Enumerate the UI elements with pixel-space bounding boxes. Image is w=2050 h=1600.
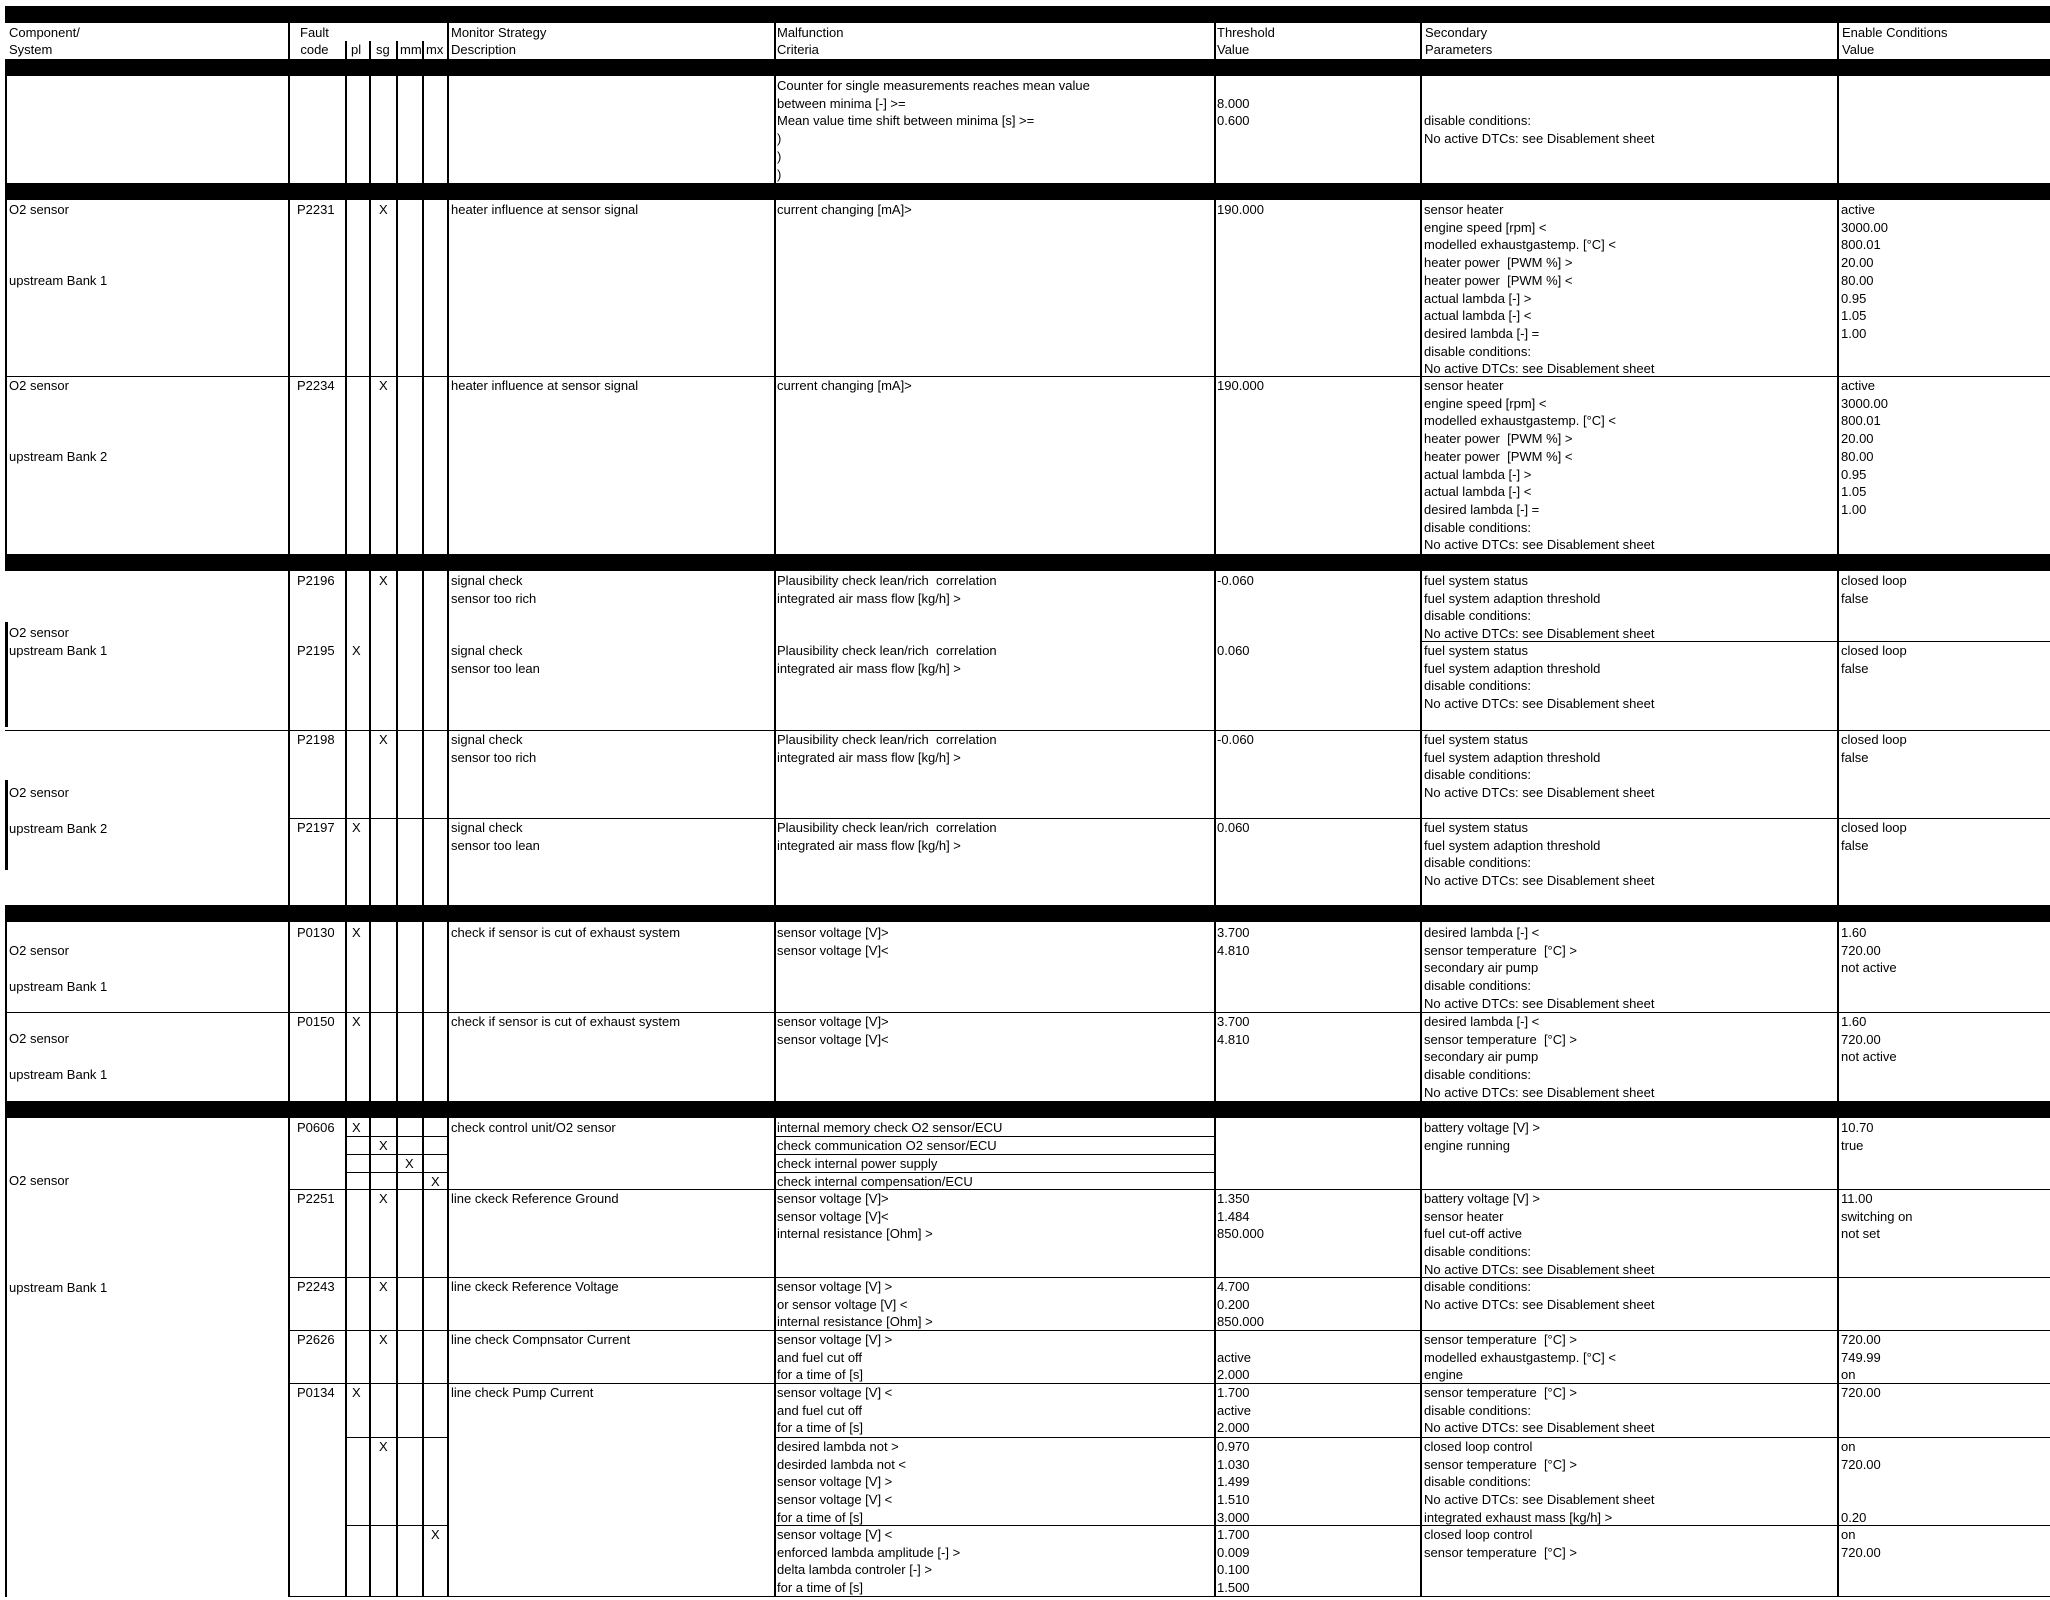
p0134-malfunction-3: sensor voltage [V] < enforced lambda amplitude [-] > delta lambda controler [-] > for a time of [s] (777, 1527, 961, 1596)
s1a-component: O2 sensor (9, 202, 69, 217)
p2197-secondary: fuel system status fuel system adaption threshold disable conditions: No active DTCs: see Disablement sheet (1424, 820, 1655, 889)
s1a-secondary: sensor heater engine speed [rpm] < modelled exhaustgastemp. [°C] < heater power [PWM %] > heater power [PWM %] < actual lambda [-] > actual lambda [-] < desired lambda [-] = disable conditions: No active DTCs: see Disablement sheet (1424, 202, 1655, 377)
p0134-enable-2: on 720.00 0.20 (1841, 1439, 1881, 1525)
p2198-enable: closed loop false (1841, 732, 1907, 765)
section-bar (5, 183, 2050, 200)
p0130-threshold: 3.700 4.810 (1217, 925, 1250, 958)
p0606-enable: 10.70 true (1841, 1120, 1874, 1153)
p2197-threshold: 0.060 (1217, 820, 1250, 835)
p0134-secondary-1: sensor temperature [°C] > disable conditions: No active DTCs: see Disablement sheet (1424, 1385, 1655, 1436)
p0606-mm-mark: X (405, 1156, 414, 1171)
p0150-secondary: desired lambda [-] < sensor temperature [°C] > secondary air pump disable conditions: No active DTCs: see Disablement sheet (1424, 1014, 1655, 1100)
p2196-secondary: fuel system status fuel system adaption threshold disable conditions: No active DTCs: see Disablement sheet (1424, 573, 1655, 642)
p2196-code: P2196 (297, 573, 335, 588)
section-bar (5, 59, 2050, 76)
p0134-malfunction-2: desired lambda not > desirded lambda not < sensor voltage [V] > sensor voltage [V] < for a time of [s] (777, 1439, 907, 1525)
s1a-component-bank: upstream Bank 1 (9, 273, 108, 288)
p0150-threshold: 3.700 4.810 (1217, 1014, 1250, 1047)
s1a-sg-mark: X (379, 202, 388, 217)
s1b-malfunction: current changing [mA]> (777, 378, 912, 393)
p2196-sg-mark: X (379, 573, 388, 588)
p2196-malfunction: Plausibility check lean/rich correlation integrated air mass flow [kg/h] > (777, 573, 997, 606)
p0606-malf-4: check internal compensation/ECU (777, 1174, 973, 1189)
s3a-component-bank: upstream Bank 1 (9, 979, 108, 994)
p2198-threshold: -0.060 (1217, 732, 1254, 747)
p2626-enable: 720.00 749.99 on (1841, 1332, 1881, 1383)
p2251-enable: 11.00 switching on not set (1841, 1191, 1913, 1242)
p0134-threshold-3: 1.700 0.009 0.100 1.500 (1217, 1527, 1250, 1596)
s0-malfunction: Counter for single measurements reaches mean value between minima [-] >= Mean value time shift between minima [s] >= ) ) ) (777, 78, 1090, 182)
p0150-malfunction: sensor voltage [V]> sensor voltage [V]< (777, 1014, 889, 1047)
p2251-threshold: 1.350 1.484 850.000 (1217, 1191, 1264, 1242)
p0134-monitor: line check Pump Current (451, 1385, 594, 1400)
p0134-mx-mark: X (431, 1527, 440, 1542)
p2195-code: P2195 (297, 643, 335, 658)
s2-component-bank1: O2 sensor upstream Bank 1 (9, 625, 108, 658)
s3a-component: O2 sensor (9, 943, 69, 958)
p2197-malfunction: Plausibility check lean/rich correlation integrated air mass flow [kg/h] > (777, 820, 997, 853)
s1a-threshold: 190.000 (1217, 202, 1264, 217)
p2243-malfunction: sensor voltage [V] > or sensor voltage [V] < internal resistance [Ohm] > (777, 1279, 933, 1330)
p2196-threshold: -0.060 (1217, 573, 1254, 588)
header-malfunction-criteria: Malfunction Criteria (777, 25, 844, 57)
s3b-component-bank: upstream Bank 1 (9, 1067, 108, 1082)
p2195-enable: closed loop false (1841, 643, 1907, 676)
p0150-pl-mark: X (352, 1014, 361, 1029)
p0134-threshold-1: 1.700 active 2.000 (1217, 1385, 1251, 1436)
s1b-component: O2 sensor (9, 378, 69, 393)
p0606-code: P0606 (297, 1120, 335, 1135)
s1a-enable: active 3000.00 800.01 20.00 80.00 0.95 1.05 1.00 (1841, 202, 1888, 341)
p2197-enable: closed loop false (1841, 820, 1907, 853)
p2243-monitor: line ckeck Reference Voltage (451, 1279, 619, 1294)
header-fault-code: Fault code (300, 25, 329, 57)
p0130-enable: 1.60 720.00 not active (1841, 925, 1897, 976)
s4-component: O2 sensor (9, 1173, 69, 1188)
p2251-code: P2251 (297, 1191, 335, 1206)
p2198-malfunction: Plausibility check lean/rich correlation integrated air mass flow [kg/h] > (777, 732, 997, 765)
p0134-pl-mark: X (352, 1385, 361, 1400)
header-threshold: Threshold Value (1217, 25, 1275, 57)
p0606-pl-mark: X (352, 1120, 361, 1135)
p2197-pl-mark: X (352, 820, 361, 835)
p2196-monitor: signal check sensor too rich (451, 573, 537, 606)
s1b-component-bank: upstream Bank 2 (9, 449, 108, 464)
p0130-malfunction: sensor voltage [V]> sensor voltage [V]< (777, 925, 889, 958)
s0-secondary: disable conditions: No active DTCs: see Disablement sheet (1424, 113, 1655, 147)
p0134-code: P0134 (297, 1385, 335, 1400)
s1b-monitor: heater influence at sensor signal (451, 378, 639, 393)
p0134-malfunction-1: sensor voltage [V] < and fuel cut off for a time of [s] (777, 1385, 893, 1436)
s2-component-bank2-label: upstream Bank 2 (9, 821, 108, 836)
p2243-code: P2243 (297, 1279, 335, 1294)
p0134-enable-3: on 720.00 (1841, 1527, 1881, 1560)
p2195-malfunction: Plausibility check lean/rich correlation integrated air mass flow [kg/h] > (777, 643, 997, 676)
p2243-sg-mark: X (379, 1279, 388, 1294)
s1b-sg-mark: X (379, 378, 388, 393)
s4-component-bank: upstream Bank 1 (9, 1280, 108, 1295)
p0134-threshold-2: 0.970 1.030 1.499 1.510 3.000 (1217, 1439, 1250, 1525)
p2197-monitor: signal check sensor too lean (451, 820, 540, 853)
p2198-sg-mark: X (379, 732, 388, 747)
p2626-malfunction: sensor voltage [V] > and fuel cut off for a time of [s] (777, 1332, 893, 1383)
header-mm: mm (400, 42, 422, 57)
p2251-sg-mark: X (379, 1191, 388, 1206)
p2243-secondary: disable conditions: No active DTCs: see Disablement sheet (1424, 1279, 1655, 1312)
header-monitor-strategy: Monitor Strategy Description (451, 25, 547, 57)
s1a-malfunction: current changing [mA]> (777, 202, 912, 217)
s1b-secondary: sensor heater engine speed [rpm] < modelled exhaustgastemp. [°C] < heater power [PWM %] > heater power [PWM %] < actual lambda [-] > actual lambda [-] < desired lambda [-] = disable conditions: No active DTCs: see Disablement sheet (1424, 378, 1655, 553)
p2251-secondary: battery voltage [V] > sensor heater fuel cut-off active disable conditions: No active DTCs: see Disablement sheet (1424, 1191, 1655, 1277)
p2198-code: P2198 (297, 732, 335, 747)
p0606-malf-3: check internal power supply (777, 1156, 938, 1171)
p2251-monitor: line ckeck Reference Ground (451, 1191, 619, 1206)
p0134-secondary-2: closed loop control sensor temperature [°C] > disable conditions: No active DTCs: see Disablement sheet integrated exhaust mass [kg/h] > (1424, 1439, 1655, 1525)
p2626-secondary: sensor temperature [°C] > modelled exhaustgastemp. [°C] < engine (1424, 1332, 1616, 1383)
s2-component-bank2: O2 sensor (9, 785, 69, 800)
p2251-malfunction: sensor voltage [V]> sensor voltage [V]< internal resistance [Ohm] > (777, 1191, 933, 1242)
s1a-fault-code: P2231 (297, 202, 335, 217)
p0606-mx-mark: X (431, 1174, 440, 1189)
p2198-secondary: fuel system status fuel system adaption threshold disable conditions: No active DTCs: see Disablement sheet (1424, 732, 1655, 801)
p2626-code: P2626 (297, 1332, 335, 1347)
p0134-enable-1: 720.00 (1841, 1385, 1881, 1400)
p0130-monitor: check if sensor is cut of exhaust system (451, 925, 681, 940)
p2198-monitor: signal check sensor too rich (451, 732, 537, 765)
p2626-monitor: line check Compnsator Current (451, 1332, 631, 1347)
p0150-enable: 1.60 720.00 not active (1841, 1014, 1897, 1065)
p2195-pl-mark: X (352, 643, 361, 658)
p2195-monitor: signal check sensor too lean (451, 643, 540, 676)
section-bar (5, 905, 2050, 922)
p2197-code: P2197 (297, 820, 335, 835)
p2195-secondary: fuel system status fuel system adaption threshold disable conditions: No active DTCs: see Disablement sheet (1424, 643, 1655, 712)
s3b-component: O2 sensor (9, 1031, 69, 1046)
p2196-enable: closed loop false (1841, 573, 1907, 606)
header-sg: sg (376, 42, 390, 57)
section-bar (5, 1101, 2050, 1118)
p0606-sg-mark: X (379, 1138, 388, 1153)
p0134-secondary-3: closed loop control sensor temperature [°C] > (1424, 1527, 1577, 1560)
s1b-enable: active 3000.00 800.01 20.00 80.00 0.95 1.05 1.00 (1841, 378, 1888, 517)
header-component: Component/ System (9, 25, 80, 57)
s1b-fault-code: P2234 (297, 378, 335, 393)
s1b-threshold: 190.000 (1217, 378, 1264, 393)
p0150-code: P0150 (297, 1014, 335, 1029)
p2626-threshold: active 2.000 (1217, 1349, 1251, 1383)
header-mx: mx (426, 42, 444, 57)
p0150-monitor: check if sensor is cut of exhaust system (451, 1014, 681, 1029)
p0606-monitor: check control unit/O2 sensor (451, 1120, 616, 1135)
s0-threshold: 8.000 0.600 (1217, 95, 1250, 129)
header-top-bar (5, 6, 2050, 23)
p2243-threshold: 4.700 0.200 850.000 (1217, 1279, 1264, 1330)
p2626-sg-mark: X (379, 1332, 388, 1347)
p0606-secondary: battery voltage [V] > engine running (1424, 1120, 1540, 1153)
header-pl: pl (351, 42, 362, 57)
p0130-pl-mark: X (352, 925, 361, 940)
p0134-sg-mark: X (379, 1439, 388, 1454)
p2195-threshold: 0.060 (1217, 643, 1250, 658)
header-secondary: Secondary Parameters (1425, 25, 1493, 57)
p0606-malf-1: internal memory check O2 sensor/ECU (777, 1120, 1003, 1135)
p0130-code: P0130 (297, 925, 335, 940)
section-bar (5, 554, 2050, 571)
p0606-malf-2: check communication O2 sensor/ECU (777, 1138, 997, 1153)
s1a-monitor: heater influence at sensor signal (451, 202, 639, 217)
p0130-secondary: desired lambda [-] < sensor temperature [°C] > secondary air pump disable conditions: No active DTCs: see Disablement sheet (1424, 925, 1655, 1011)
header-enable: Enable Conditions Value (1842, 25, 1948, 57)
